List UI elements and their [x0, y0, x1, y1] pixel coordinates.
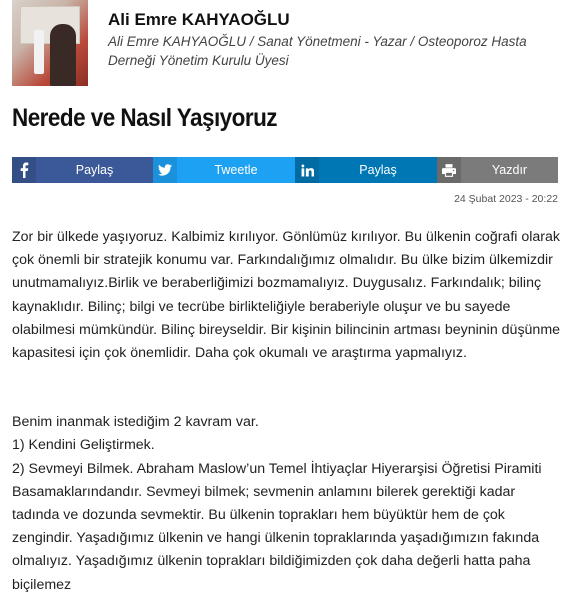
article-paragraph: 2) Sevmeyi Bilmek. Abraham Maslow’un Temel İhtiyaçlar Hiyerarşisi Öğretisi Piramiti Basamaklarındandır. Sevmeyi bilmek; sevmenin anlamını bilerek gerektiği kadar tadında ve dozunda sevmektir. Bu ülkenin toprakları hem büyüktür hem de çok zengindir. Yaşadığımız ülkenin ve hangi ülkenin topraklarında yaşadığımızın fakında olmalıyız. Yaşadığımız ülkenin toprakları bildiğimizden çok daha değerli hatta paha biçilemez — [12, 460, 542, 593]
share-bar — [12, 157, 558, 183]
twitter-share-button[interactable] — [153, 157, 295, 183]
article-line: 1) Kendini Geliştirmek. — [12, 437, 155, 454]
article-paragraph: Zor bir ülkede yaşıyoruz. Kalbimiz kırılıyor. Gönlümüz kırılıyor. Bu ülkenin coğrafi olarak çok önemli bir stratejik konumu var. Farkındalığımız olmalıdır. Bu ülke bizim ülkemizdir unutmamalıyız.Birlik ve beraberliğimizi bozmamalıyız. Duygusalız. Farkındalık; bilinç kaynaklıdır. Bilinç; bilgi ve tecrübe birlikteliğiyle beraberiyle oluşur ve bu sayede olabilmesi mümkündür. Bilinç bireyseldir. Bir kişinin bilincinin artması beyninin düşünme kapasitesi için çok önemlidir. Daha çok okumalı ve araştırma yapmalıyız. — [12, 229, 561, 362]
publish-date: 24 Şubat 2023 - 20:22 — [454, 193, 558, 205]
linkedin-share-button[interactable] — [295, 157, 437, 183]
author-description: Ali Emre KAHYAOĞLU / Sanat Yönetmeni - Yazar / Osteoporoz Hasta Derneği Yönetim Kurulu Üyesi — [108, 34, 527, 68]
facebook-share-button[interactable] — [12, 157, 153, 183]
print-button[interactable] — [437, 157, 558, 183]
print-label: Yazdır — [491, 163, 528, 177]
facebook-share-label: Paylaş — [75, 163, 114, 177]
photo-person — [50, 24, 76, 86]
author-photo[interactable] — [12, 0, 88, 86]
twitter-icon — [153, 157, 177, 183]
article-body — [12, 226, 562, 597]
facebook-icon — [12, 157, 36, 183]
linkedin-share-label: Paylaş — [359, 163, 397, 177]
linkedin-icon — [295, 157, 319, 183]
twitter-share-label: Tweetle — [214, 163, 258, 177]
author-header — [12, 0, 558, 86]
author-name[interactable]: Ali Emre KAHYAOĞLU — [108, 10, 290, 29]
article-title: Nerede ve Nasıl Yaşıyoruz — [12, 104, 277, 132]
photo-podium — [34, 30, 44, 74]
paragraph-spacer — [12, 365, 562, 411]
article-line: Benim inanmak istediğim 2 kavram var. — [12, 414, 259, 431]
printer-icon — [437, 157, 461, 183]
